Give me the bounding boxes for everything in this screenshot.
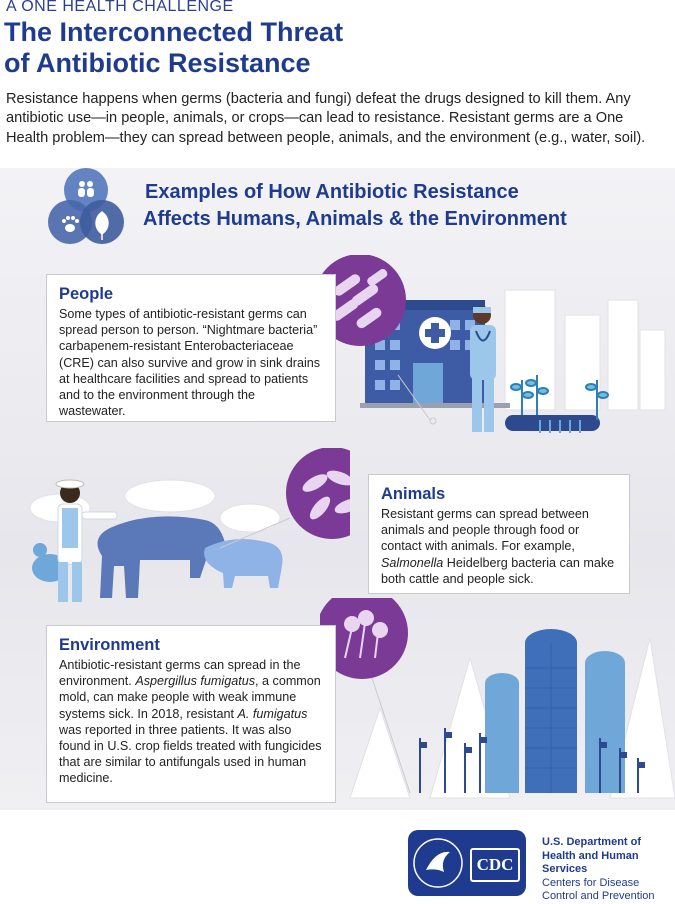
cdc-logo: CDC [470, 848, 520, 882]
people-illustration [290, 255, 670, 450]
environment-card [46, 625, 336, 803]
environment-text: Antibiotic-resistant germs can spread in the environment. Aspergillus fumigatus, a common mold, can make people with weak immune systems sick. In 2018, resistant A. fumigatus was reported in three patients. It was also found in U.S. crop fields treated with fungicides that are similar to antifungals used in human medicine. [59, 658, 322, 786]
environment-illustration [320, 598, 675, 810]
environment-heading: Environment [59, 636, 160, 654]
people-heading: People [59, 285, 114, 303]
intro-paragraph: Resistance happens when germs (bacteria and fungi) defeat the drugs designed to kill them. Any antibiotic use—in people, animals, or crops—can lead to resistance. Resistant germs are a One Health problem—they can spread between people, animals, and the environment (e.g., water, soil). [6, 91, 646, 146]
animals-card [368, 474, 630, 594]
animals-text: Resistant germs can spread between animals and people through food or contact with animals. For example, Salmonella Heidelberg bacteria can make both cattle and people sick. [381, 507, 615, 586]
page-title [4, 17, 343, 79]
people-card [46, 274, 336, 422]
animals-illustration [20, 448, 350, 618]
footer-agency-text: U.S. Department of Health and Human Services Centers for Disease Control and Prevention [542, 836, 655, 902]
title-line-2: of Antibiotic Resistance [4, 48, 311, 78]
germ-circle-animals [286, 448, 350, 539]
section-title [145, 179, 567, 233]
animals-heading: Animals [381, 485, 446, 503]
one-health-venn-icon [40, 166, 140, 252]
kicker: A ONE HEALTH CHALLENGE [6, 0, 234, 15]
hhs-cdc-logo [408, 830, 526, 896]
title-line-1: The Interconnected Threat [4, 17, 344, 47]
people-text: Some types of antibiotic-resistant germs can spread person to person. “Nightmare bacteria” carbapenem-resistant Enterobacteriaceae (CRE) can also survive and grow in sink drains at healthcare facilities and spread to patients and to the environment through the wastewater. [59, 307, 321, 419]
section-title-line-2: Affects Humans, Animals & the Environment [143, 208, 567, 230]
section-title-line-1: Examples of How Antibiotic Resistance [145, 181, 519, 203]
